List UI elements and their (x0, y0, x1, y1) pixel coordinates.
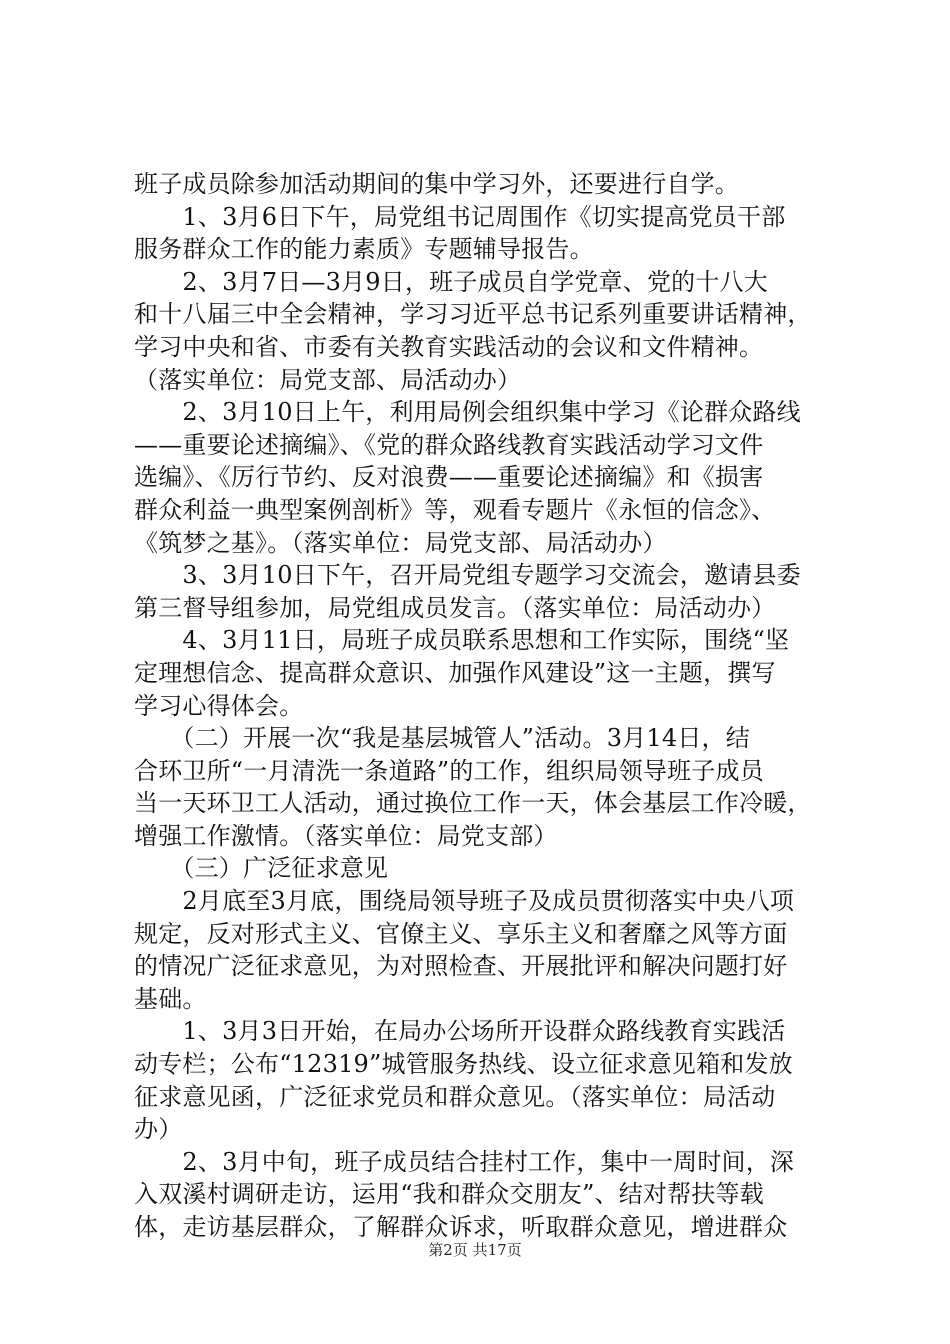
text-line: 征求意见函，广泛征求党员和群众意见。（落实单位：局活动 (134, 1082, 776, 1111)
text-line: 合环卫所“一月清洗一条道路”的工作，组织局领导班子成员 (134, 756, 764, 785)
text-line: 当一天环卫工人活动，通过换位工作一天，体会基层工作冷暖， (134, 789, 812, 818)
text-line: 入双溪村调研走访，运用“我和群众交朋友”、结对帮扶等载 (134, 1180, 764, 1209)
text-line: 2、3月10日上午，利用局例会组织集中学习《论群众路线 (134, 398, 801, 427)
text-line: 第三督导组参加，局党组成员发言。（落实单位：局活动办） (134, 593, 776, 622)
text-line: （三）广泛征求意见 (134, 854, 389, 883)
text-line: 3、3月10日下午，召开局党组专题学习交流会，邀请县委 (134, 561, 801, 590)
text-line: （落实单位：局党支部、局活动办） (134, 365, 522, 394)
text-line: 学习心得体会。 (134, 691, 304, 720)
text-line: 和十八届三中全会精神，学习习近平总书记系列重要讲话精神， (134, 300, 812, 329)
text-line: 的情况广泛征求意见，为对照检查、开展批评和解决问题打好 (134, 952, 788, 981)
text-line: 选编》、《厉行节约、反对浪费——重要论述摘编》和《损害 (134, 463, 764, 492)
text-line: 服务群众工作的能力素质》专题辅导报告。 (134, 235, 594, 264)
text-line: 2月底至3月底，围绕局领导班子及成员贯彻落实中央八项 (134, 887, 795, 916)
text-line: 定理想信念、提高群众意识、加强作风建设”这一主题，撰写 (134, 658, 776, 687)
text-line: 2、3月7日—3月9日，班子成员自学党章、党的十八大 (134, 267, 768, 296)
text-line: ——重要论述摘编》、《党的群众路线教育实践活动学习文件 (134, 430, 764, 459)
text-line: 群众利益一典型案例剖析》等，观看专题片《永恒的信念》、 (134, 495, 776, 524)
text-line: 体，走访基层群众，了解群众诉求，听取群众意见，增进群众 (134, 1213, 788, 1241)
text-line: 增强工作激情。（落实单位：局党支部） (134, 821, 558, 850)
text-line: 1、3月6日下午，局党组书记周围作《切实提高党员干部 (134, 202, 786, 231)
text-line: 办） (134, 1115, 183, 1144)
text-line: 4、3月11日，局班子成员联系思想和工作实际，围绕“坚 (134, 626, 790, 655)
text-line: 班子成员除参加活动期间的集中学习外，还要进行自学。 (134, 170, 739, 198)
page-number-footer: 第2页 共17页 (428, 1241, 522, 1259)
text-line: 学习中央和省、市委有关教育实践活动的会议和文件精神。 (134, 332, 764, 361)
text-line: （二）开展一次“我是基层城管人”活动。3月14日，结 (134, 724, 750, 753)
text-line: 《筑梦之基》。（落实单位：局党支部、局活动办） (134, 528, 667, 557)
document-body (134, 168, 834, 1244)
text-line: 动专栏；公布“12319”城管服务热线、设立征求意见箱和发放 (134, 1050, 793, 1079)
text-line: 2、3月中旬，班子成员结合挂村工作，集中一周时间，深 (134, 1147, 795, 1176)
text-line: 规定，反对形式主义、官僚主义、享乐主义和奢靡之风等方面 (134, 919, 788, 948)
text-line: 基础。 (134, 984, 207, 1013)
text-line: 1、3月3日开始，在局办公场所开设群众路线教育实践活 (134, 1017, 786, 1046)
